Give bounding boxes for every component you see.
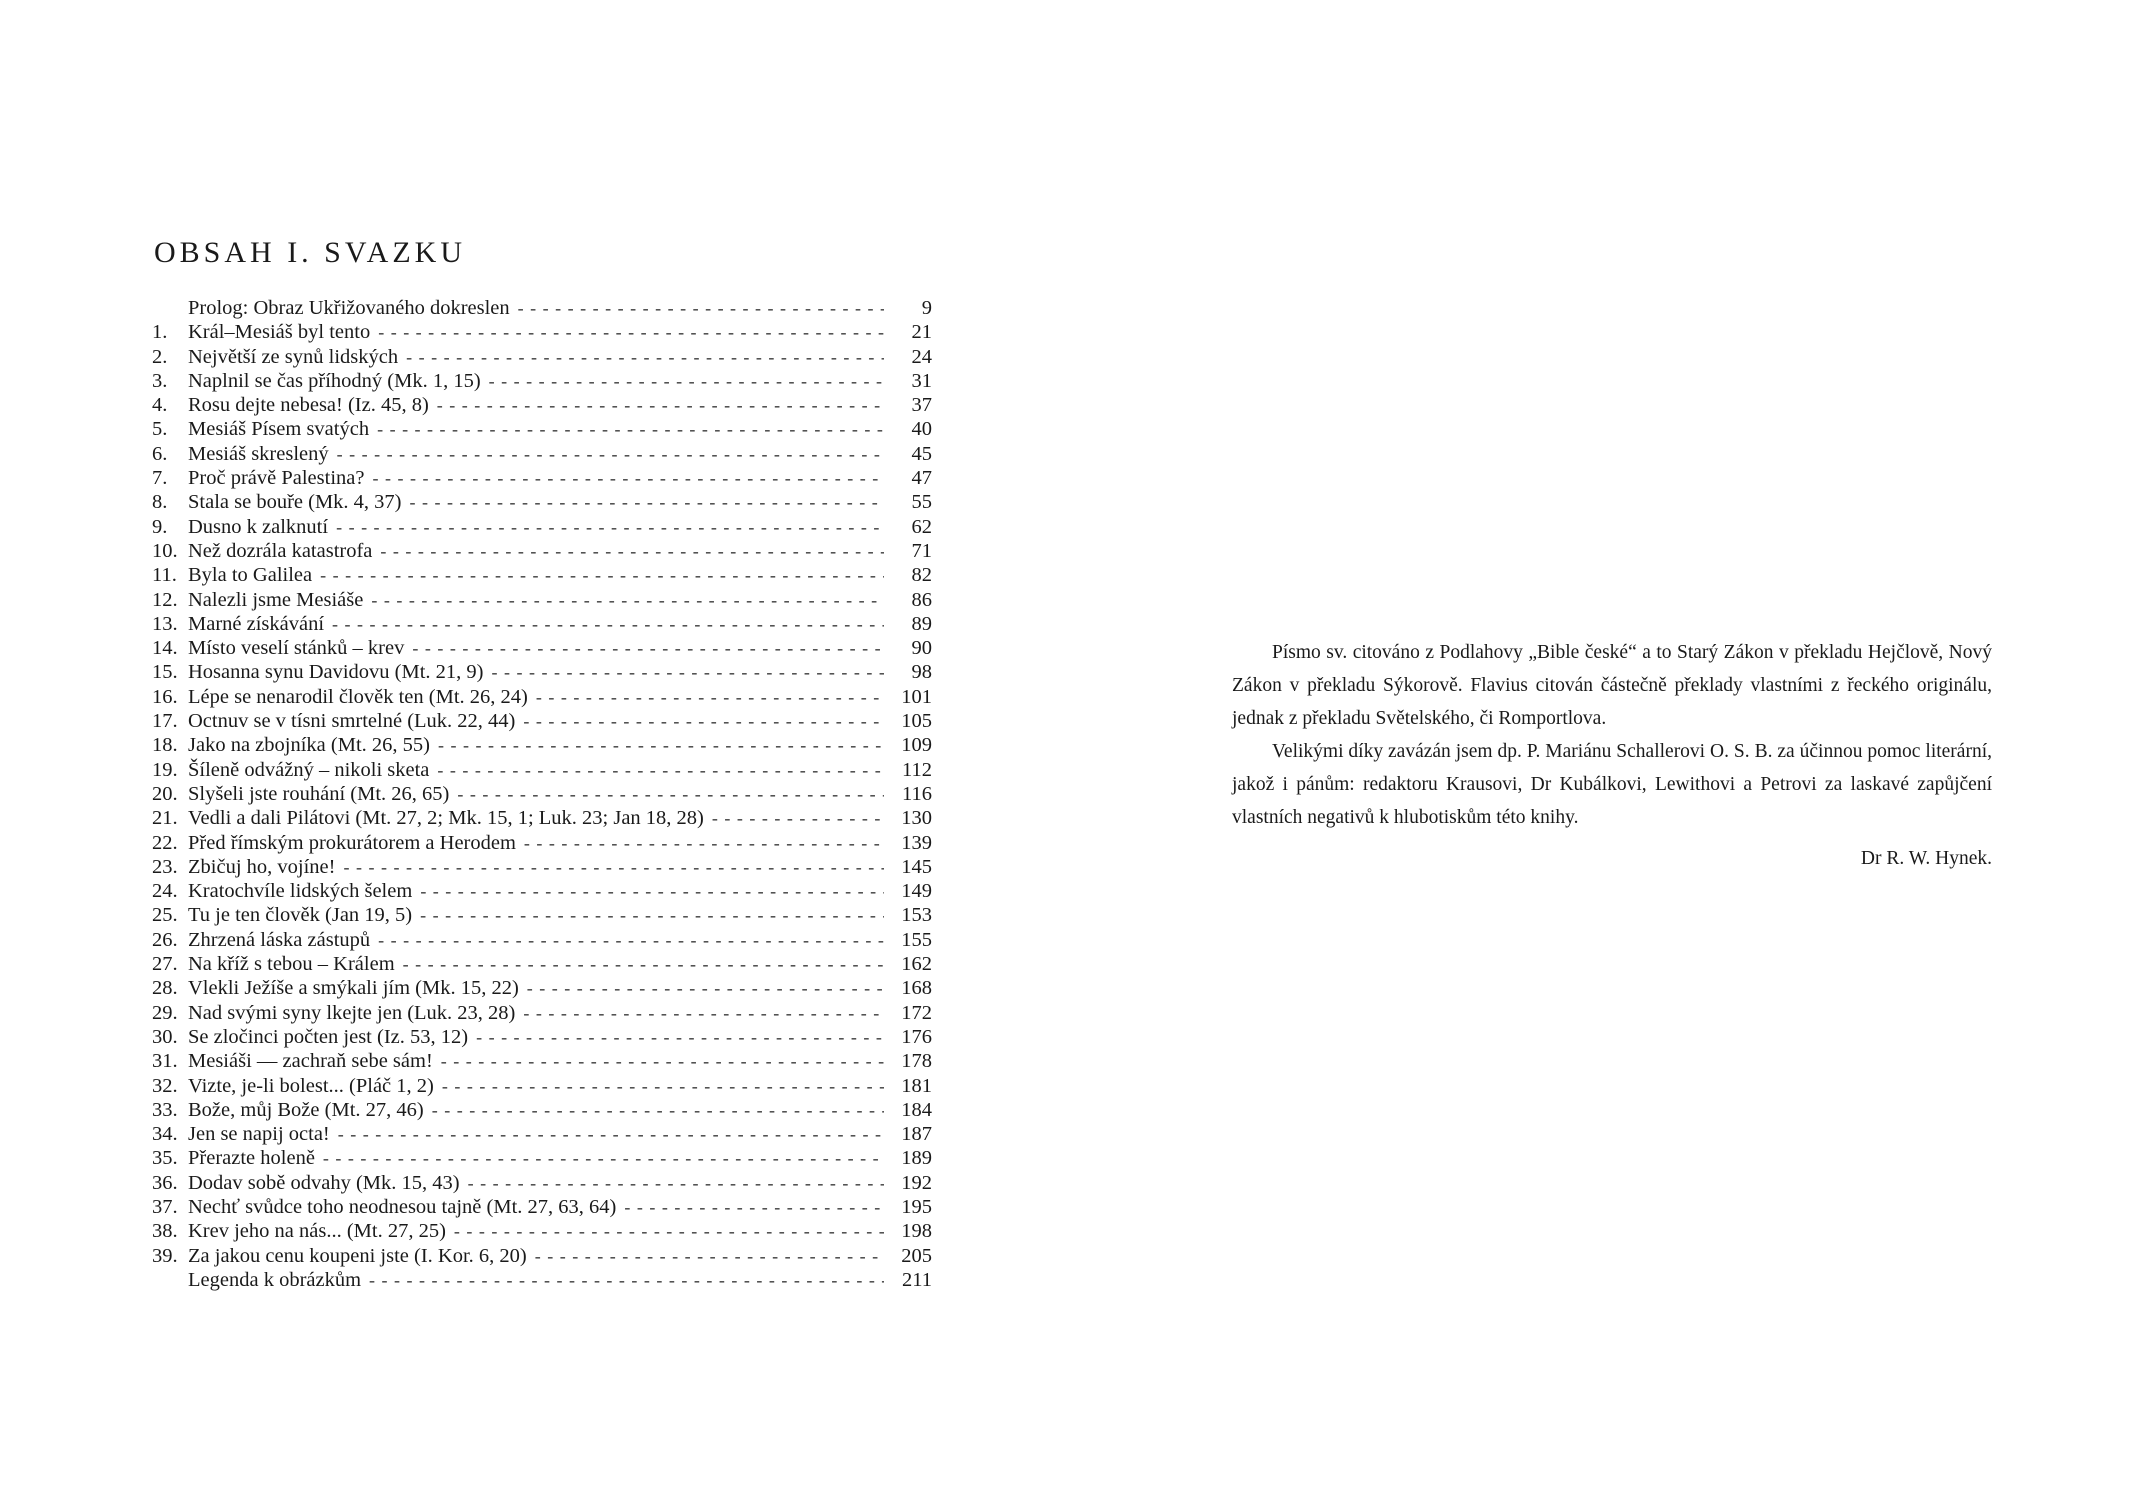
toc-entry-number: 11. xyxy=(152,564,177,587)
toc-entry-title: Vlekli Ježíše a smýkali jím (Mk. 15, 22) xyxy=(188,977,519,1000)
toc-entry-number: 20. xyxy=(152,782,178,805)
toc-entry-number: 29. xyxy=(152,1001,178,1024)
toc-dot-leader xyxy=(320,563,884,587)
toc-entry-number: 27. xyxy=(152,953,178,976)
toc-dot-leader xyxy=(518,296,884,320)
toc-entry-page: 155 xyxy=(901,928,932,951)
note-paragraph-acknowledgements: Velikými díky zavázán jsem dp. P. Mariánu Schallerovi O. S. B. za účinnou pomoc literární, jakož i pánům: redaktoru Krausovi, Dr Kubálkovi, Lewithovi a Petrovi za laskavé zapůjčení vlastních negativů k hlubotiskům této knihy. xyxy=(1232,741,1992,828)
note-paragraph-sources: Písmo sv. citováno z Podlahovy „Bible české“ a to Starý Zákon v překladu Hejčlově, Nový Zákon v překladu Sýkorově. Flavius citován částečně překlady vlastními z řeckého originálu, jednak z překladu Světelského, či Romportlova. xyxy=(1232,642,1992,729)
toc-entry-page: 162 xyxy=(901,953,932,976)
toc-entry-title: Marné získávání xyxy=(188,612,325,635)
toc-entry-page: 211 xyxy=(902,1268,932,1291)
toc-entry xyxy=(152,1025,932,1049)
toc-entry-title: Byla to Galilea xyxy=(188,564,313,587)
toc-entry-page: 98 xyxy=(911,661,932,684)
toc-entry xyxy=(152,369,932,393)
toc-entry-title: Krev jeho na nás... (Mt. 27, 25) xyxy=(188,1220,446,1243)
toc-entry-page: 116 xyxy=(902,782,932,805)
toc-entry xyxy=(152,685,932,709)
toc-entry-number: 17. xyxy=(152,710,178,733)
toc-entry-page: 62 xyxy=(911,515,932,538)
toc-entry-page: 149 xyxy=(901,880,932,903)
toc-entry xyxy=(152,733,932,757)
toc-entry-page: 198 xyxy=(901,1220,932,1243)
toc-entry-page: 153 xyxy=(901,904,932,927)
toc-entry-number: 28. xyxy=(152,977,178,1000)
author-signature: Dr R. W. Hynek. xyxy=(1860,848,1992,869)
toc-entry-title: Slyšeli jste rouhání (Mt. 26, 65) xyxy=(188,782,450,805)
toc-dot-leader xyxy=(372,466,884,490)
toc-entry-page: 31 xyxy=(911,369,932,392)
toc-dot-leader xyxy=(420,903,884,927)
toc-entry xyxy=(152,296,932,320)
toc-dot-leader xyxy=(369,1268,884,1292)
toc-entry-title: Legenda k obrázkům xyxy=(188,1268,362,1291)
toc-title: OBSAH I. SVAZKU xyxy=(154,236,466,269)
toc-entry xyxy=(152,393,932,417)
toc-entry-title: Prolog: Obraz Ukřižovaného dokreslen xyxy=(188,297,510,319)
toc-entry-title: Tu je ten člověk (Jan 19, 5) xyxy=(188,904,413,927)
toc-entry xyxy=(152,1171,932,1195)
toc-entry xyxy=(152,1244,932,1268)
toc-entry-title: Dodav sobě odvahy (Mk. 15, 43) xyxy=(188,1171,460,1194)
toc-entry-number: 24. xyxy=(152,880,178,903)
toc-entry-title: Octnuv se v tísni smrtelné (Luk. 22, 44) xyxy=(188,710,516,733)
toc-entry-page: 86 xyxy=(911,588,932,611)
toc-entry-title: Dusno k zalknutí xyxy=(188,515,329,538)
toc-dot-leader xyxy=(489,369,884,393)
toc-dot-leader xyxy=(332,612,884,636)
toc-entry-title: Se zločinci počten jest (Iz. 53, 12) xyxy=(188,1025,469,1048)
toc-entry xyxy=(152,1219,932,1243)
toc-entry-title: Za jakou cenu koupeni jste (I. Kor. 6, 20) xyxy=(188,1244,527,1267)
toc-entry xyxy=(152,515,932,539)
toc-entry-number: 22. xyxy=(152,831,178,854)
toc-dot-leader xyxy=(535,1244,884,1268)
toc-list xyxy=(152,296,932,1292)
toc-entry-title: Král–Mesiáš byl tento xyxy=(188,321,371,344)
toc-dot-leader xyxy=(624,1195,884,1219)
toc-entry-number: 4. xyxy=(152,394,168,417)
toc-dot-leader xyxy=(454,1219,884,1243)
toc-dot-leader xyxy=(457,782,884,806)
toc-entry-page: 109 xyxy=(901,734,932,757)
toc-entry-number: 16. xyxy=(152,685,178,708)
toc-dot-leader xyxy=(438,733,884,757)
toc-entry-page: 105 xyxy=(901,710,932,733)
toc-entry-page: 195 xyxy=(901,1195,932,1218)
toc-dot-leader xyxy=(523,1001,884,1025)
toc-entry-page: 24 xyxy=(911,345,932,368)
toc-entry xyxy=(152,1268,932,1292)
toc-entry-title: Nad svými syny lkejte jen (Luk. 23, 28) xyxy=(188,1001,516,1024)
toc-entry-number: 7. xyxy=(152,467,168,490)
toc-entry-page: 112 xyxy=(902,758,932,781)
toc-entry-title: Vizte, je-li bolest... (Pláč 1, 2) xyxy=(188,1074,434,1097)
toc-dot-leader xyxy=(492,660,884,684)
toc-entry-number: 5. xyxy=(152,418,168,441)
toc-dot-leader xyxy=(712,806,884,830)
toc-entry-number: 30. xyxy=(152,1025,178,1048)
toc-entry xyxy=(152,1001,932,1025)
toc-entry-number: 2. xyxy=(152,345,168,368)
toc-entry-page: 139 xyxy=(901,831,932,854)
toc-entry xyxy=(152,1074,932,1098)
toc-entry-page: 101 xyxy=(901,685,932,708)
toc-entry-title: Mesiáš Písem svatých xyxy=(188,418,370,441)
toc-entry-page: 184 xyxy=(901,1098,932,1121)
toc-entry xyxy=(152,879,932,903)
toc-dot-leader xyxy=(420,879,884,903)
toc-entry xyxy=(152,928,932,952)
toc-entry xyxy=(152,1146,932,1170)
toc-entry-page: 37 xyxy=(911,394,932,417)
toc-entry-title: Hosanna synu Davidovu (Mt. 21, 9) xyxy=(188,661,484,684)
toc-entry xyxy=(152,903,932,927)
toc-entry xyxy=(152,758,932,782)
toc-entry-title: Největší ze synů lidských xyxy=(188,345,399,368)
toc-entry-number: 12. xyxy=(152,588,178,611)
toc-dot-leader xyxy=(412,636,884,660)
toc-entry-number: 26. xyxy=(152,928,178,951)
toc-entry-number: 1. xyxy=(152,321,168,344)
toc-entry-page: 55 xyxy=(911,491,932,514)
toc-dot-leader xyxy=(371,588,884,612)
toc-dot-leader xyxy=(527,976,884,1000)
toc-entry xyxy=(152,563,932,587)
toc-entry-title: Naplnil se čas příhodný (Mk. 1, 15) xyxy=(188,369,481,392)
toc-entry-title: Rosu dejte nebesa! (Iz. 45, 8) xyxy=(188,394,429,417)
toc-entry-number: 36. xyxy=(152,1171,178,1194)
toc-entry-page: 192 xyxy=(901,1171,932,1194)
toc-entry-page: 89 xyxy=(911,612,932,635)
toc-entry-page: 40 xyxy=(911,418,932,441)
toc-entry xyxy=(152,709,932,733)
toc-entry-title: Před římským prokurátorem a Herodem xyxy=(188,831,516,854)
toc-entry-title: Zbičuj ho, vojíne! xyxy=(188,855,336,878)
toc-entry-number: 25. xyxy=(152,904,178,927)
toc-entry-number: 37. xyxy=(152,1195,178,1218)
toc-dot-leader xyxy=(403,952,884,976)
toc-entry-title: Vedli a dali Pilátovi (Mt. 27, 2; Mk. 15, 1; Luk. 23; Jan 18, 28) xyxy=(188,807,704,830)
toc-entry-page: 45 xyxy=(911,442,932,465)
toc-entry-page: 145 xyxy=(901,855,932,878)
toc-dot-leader xyxy=(343,855,884,879)
toc-entry xyxy=(152,855,932,879)
toc-entry xyxy=(152,636,932,660)
toc-entry-page: 168 xyxy=(901,977,932,1000)
toc-entry xyxy=(152,442,932,466)
toc-entry xyxy=(152,806,932,830)
toc-dot-leader xyxy=(336,515,884,539)
toc-entry-title: Stala se bouře (Mk. 4, 37) xyxy=(188,491,402,514)
toc-entry-page: 9 xyxy=(921,297,932,319)
toc-entry-page: 90 xyxy=(911,637,932,660)
left-page-table-of-contents xyxy=(152,236,932,1292)
toc-entry-number: 31. xyxy=(152,1050,178,1073)
toc-dot-leader xyxy=(380,539,884,563)
toc-entry-number: 8. xyxy=(152,491,168,514)
toc-entry-title: Jen se napij octa! xyxy=(188,1123,330,1146)
toc-entry-number: 38. xyxy=(152,1220,178,1243)
toc-dot-leader xyxy=(377,417,884,441)
toc-entry-title: Nechť svůdce toho neodnesou tajně (Mt. 27, 63, 64) xyxy=(188,1195,617,1218)
toc-dot-leader xyxy=(523,709,884,733)
toc-entry-title: Mesiáš skreslený xyxy=(188,442,329,465)
toc-dot-leader xyxy=(410,490,885,514)
toc-entry-page: 21 xyxy=(911,321,932,344)
toc-entry-number: 34. xyxy=(152,1123,178,1146)
toc-entry xyxy=(152,612,932,636)
toc-entry-title: Zhrzená láska zástupů xyxy=(188,928,371,951)
toc-entry-title: Místo veselí stánků – krev xyxy=(188,637,405,660)
toc-entry-title: Šíleně odvážný – nikoli sketa xyxy=(188,758,430,781)
toc-entry-title: Kratochvíle lidských šelem xyxy=(188,880,413,903)
toc-entry-number: 33. xyxy=(152,1098,178,1121)
toc-entry xyxy=(152,831,932,855)
toc-entry-number: 6. xyxy=(152,442,168,465)
toc-entry xyxy=(152,320,932,344)
toc-dot-leader xyxy=(337,442,884,466)
toc-entry-page: 189 xyxy=(901,1147,932,1170)
toc-entry-title: Než dozrála katastrofa xyxy=(188,539,373,562)
toc-entry-number: 3. xyxy=(152,369,168,392)
toc-entry-number: 35. xyxy=(152,1147,178,1170)
toc-entry-page: 176 xyxy=(901,1025,932,1048)
toc-dot-leader xyxy=(378,320,884,344)
toc-dot-leader xyxy=(468,1171,884,1195)
toc-entry-title: Bože, můj Bože (Mt. 27, 46) xyxy=(188,1098,424,1121)
toc-dot-leader xyxy=(338,1122,884,1146)
toc-entry xyxy=(152,1195,932,1219)
toc-entry xyxy=(152,976,932,1000)
toc-entry xyxy=(152,1122,932,1146)
toc-entry-page: 172 xyxy=(901,1001,932,1024)
toc-dot-leader xyxy=(524,831,884,855)
toc-entry-number: 10. xyxy=(152,539,178,562)
toc-entry xyxy=(152,952,932,976)
toc-entry xyxy=(152,588,932,612)
toc-dot-leader xyxy=(323,1146,884,1170)
toc-dot-leader xyxy=(441,1049,884,1073)
toc-entry xyxy=(152,1098,932,1122)
toc-entry-number: 14. xyxy=(152,637,178,660)
toc-entry-number: 21. xyxy=(152,807,178,830)
toc-entry xyxy=(152,466,932,490)
toc-entry-title: Na kříž s tebou – Králem xyxy=(188,953,395,976)
toc-entry xyxy=(152,782,932,806)
toc-entry-number: 32. xyxy=(152,1074,178,1097)
toc-entry-number: 39. xyxy=(152,1244,178,1267)
toc-entry-title: Přerazte holeně xyxy=(188,1147,315,1170)
toc-entry-page: 181 xyxy=(901,1074,932,1097)
toc-dot-leader xyxy=(378,928,884,952)
toc-entry-title: Proč právě Palestina? xyxy=(188,467,365,490)
toc-entry-number: 13. xyxy=(152,612,178,635)
toc-entry-number: 23. xyxy=(152,855,178,878)
toc-entry-title: Nalezli jsme Mesiáše xyxy=(188,588,364,611)
toc-entry-page: 205 xyxy=(901,1244,932,1267)
toc-entry xyxy=(152,1049,932,1073)
toc-entry-title: Mesiáši — zachraň sebe sám! xyxy=(188,1050,433,1073)
toc-dot-leader xyxy=(476,1025,884,1049)
toc-entry-number: 15. xyxy=(152,661,178,684)
toc-dot-leader xyxy=(442,1074,884,1098)
toc-entry-number: 18. xyxy=(152,734,178,757)
toc-entry-page: 178 xyxy=(901,1050,932,1073)
toc-entry-page: 82 xyxy=(911,564,932,587)
toc-entry-title: Lépe se nenarodil člověk ten (Mt. 26, 24) xyxy=(188,685,528,708)
right-page-notes xyxy=(1232,636,1992,875)
toc-entry-page: 71 xyxy=(911,539,932,562)
toc-entry xyxy=(152,660,932,684)
toc-entry xyxy=(152,417,932,441)
toc-entry-number: 9. xyxy=(152,515,168,538)
toc-entry-page: 47 xyxy=(911,467,932,490)
toc-dot-leader xyxy=(406,345,884,369)
toc-entry-number: 19. xyxy=(152,758,178,781)
toc-entry xyxy=(152,539,932,563)
toc-dot-leader xyxy=(432,1098,884,1122)
toc-dot-leader xyxy=(536,685,884,709)
toc-entry xyxy=(152,490,932,514)
toc-dot-leader xyxy=(437,758,884,782)
toc-entry xyxy=(152,345,932,369)
toc-entry-page: 187 xyxy=(901,1123,932,1146)
toc-dot-leader xyxy=(437,393,884,417)
toc-entry-title: Jako na zbojníka (Mt. 26, 55) xyxy=(188,734,430,757)
toc-entry-page: 130 xyxy=(901,807,932,830)
